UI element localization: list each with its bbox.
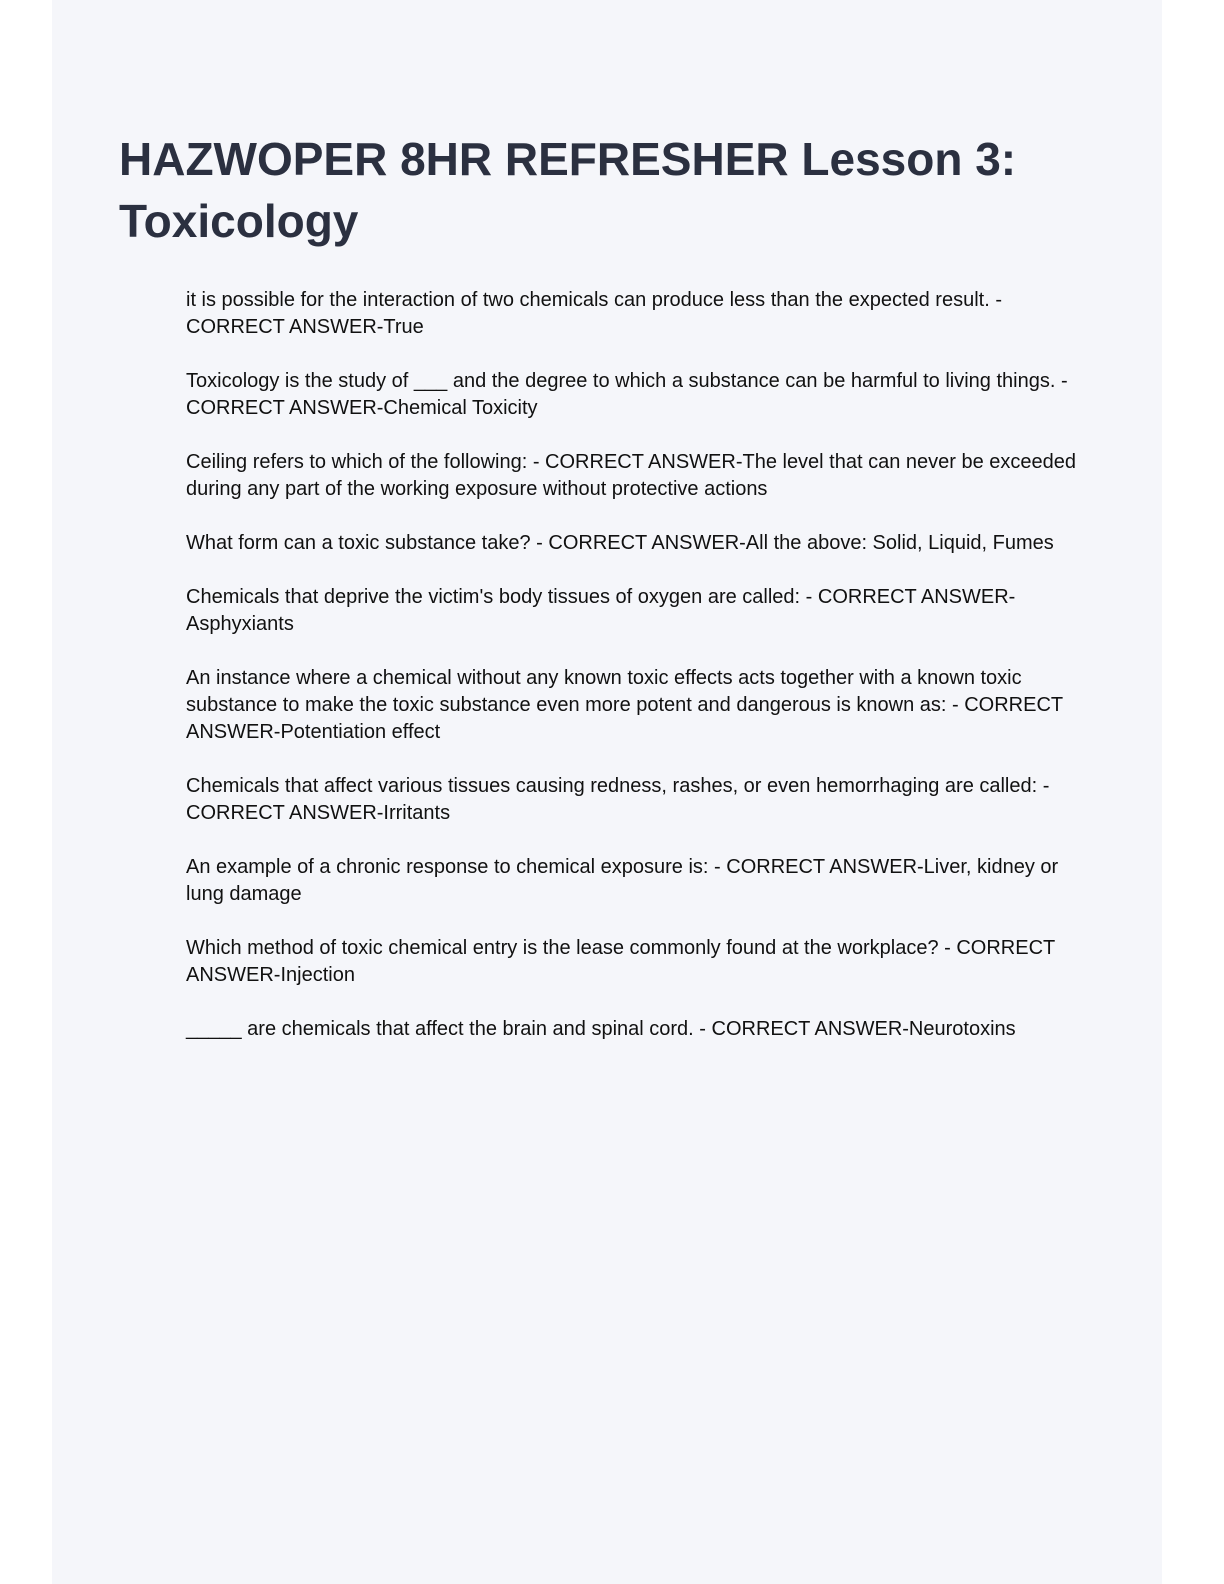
- list-item: Chemicals that deprive the victim's body tissues of oxygen are called: - CORRECT ANSWER-Asphyxiants: [186, 586, 1016, 635]
- list-item: Toxicology is the study of ___ and the degree to which a substance can be harmful to living things. - CORRECT ANSWER-Chemical Toxicity: [186, 370, 1068, 419]
- document-page: [52, 0, 1162, 1584]
- list-item: Chemicals that affect various tissues causing redness, rashes, or even hemorrhaging are called: - CORRECT ANSWER-Irritants: [186, 775, 1050, 824]
- list-item: An example of a chronic response to chemical exposure is: - CORRECT ANSWER-Liver, kidney or lung damage: [186, 856, 1059, 905]
- list-item: _____ are chemicals that affect the brain and spinal cord. - CORRECT ANSWER-Neurotoxins: [186, 1018, 1016, 1040]
- list-item: Which method of toxic chemical entry is the lease commonly found at the workplace? - CORRECT ANSWER-Injection: [186, 937, 1055, 986]
- list-item: Ceiling refers to which of the following: - CORRECT ANSWER-The level that can never be exceeded during any part of the working exposure without protective actions: [186, 451, 1077, 500]
- question-answer-list: [186, 287, 1096, 1070]
- list-item: An instance where a chemical without any known toxic effects acts together with a known toxic substance to make the toxic substance even more potent and dangerous is known as: - CORRECT ANSWER-Potentiation effect: [186, 667, 1063, 743]
- list-item: it is possible for the interaction of two chemicals can produce less than the expected result. - CORRECT ANSWER-True: [186, 289, 1002, 338]
- page-title: HAZWOPER 8HR REFRESHER Lesson 3: Toxicology: [119, 133, 1017, 247]
- list-item: What form can a toxic substance take? - CORRECT ANSWER-All the above: Solid, Liquid, Fumes: [186, 532, 1054, 554]
